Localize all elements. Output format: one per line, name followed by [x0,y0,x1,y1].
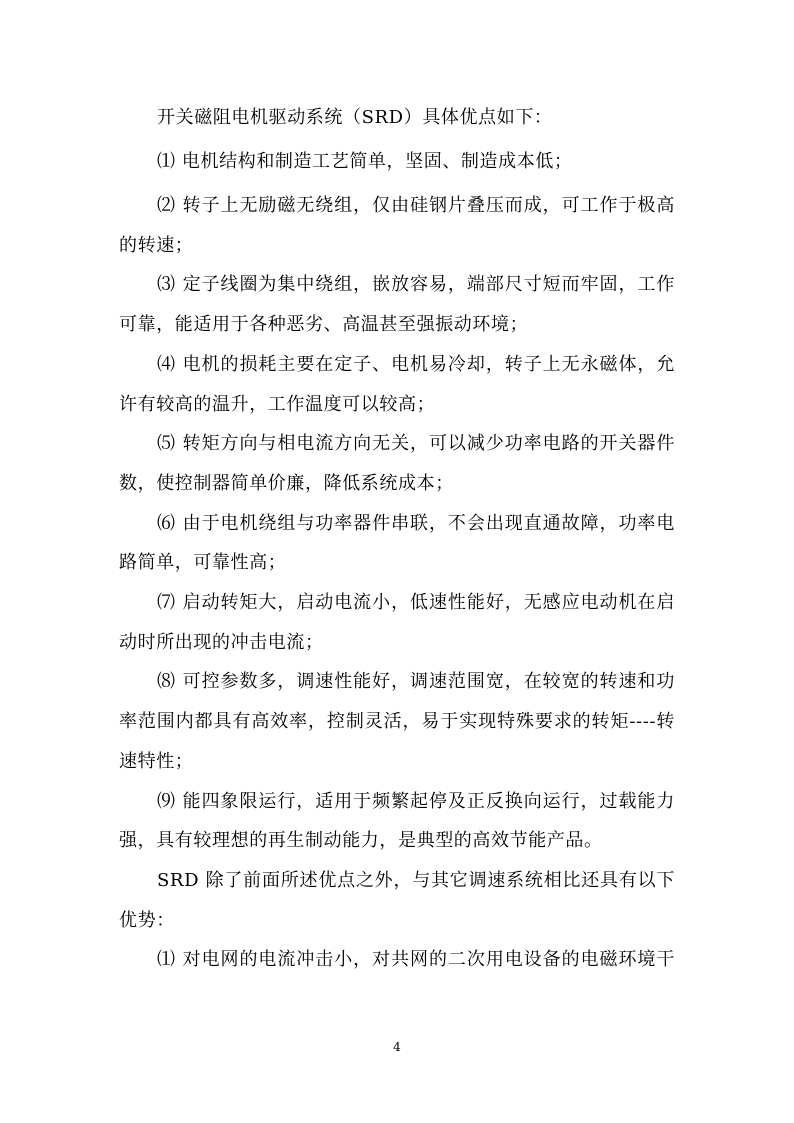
list-item-3-line-2: 可靠，能适用于各种恶劣、高温甚至强振动环境； [119,314,529,335]
intro-paragraph: 开关磁阻电机驱动系统（SRD）具体优点如下： [157,107,553,128]
list-item-5-line-1: ⑸ 转矩方向与相电流方向无关，可以减少功率电路的开关器件 [157,433,675,454]
list-item-8-line-2: 率范围内都具有高效率，控制灵活，易于实现特殊要求的转矩----转 [119,711,675,732]
list-item-7-line-1: ⑺ 启动转矩大，启动电流小，低速性能好，无感应电动机在启 [157,592,675,613]
list-item-9-line-2: 强，具有较理想的再生制动能力，是典型的高效节能产品。 [119,830,603,851]
list-item-6-line-1: ⑹ 由于电机绕组与功率器件串联，不会出现直通故障，功率电 [157,513,675,534]
list-item-8-line-1: ⑻ 可控参数多，调速性能好，调速范围宽，在较宽的转速和功 [157,671,675,692]
list-item-2-line-2: 的转速； [119,235,194,256]
list-item-2-line-1: ⑵ 转子上无励磁无绕组，仅由硅钢片叠压而成，可工作于极高 [157,195,675,216]
advantages-paragraph-line-2: 优势： [119,910,175,931]
advantage-item-1-line-1: ⑴ 对电网的电流冲击小，对共网的二次用电设备的电磁环境干 [157,949,675,970]
list-item-6-line-2: 路简单，可靠性高； [119,552,287,573]
list-item-1: ⑴ 电机结构和制造工艺简单，坚固、制造成本低； [157,151,573,172]
list-item-8-line-3: 速特性； [119,751,194,772]
list-item-3-line-1: ⑶ 定子线圈为集中绕组，嵌放容易，端部尺寸短而牢固，工作 [157,274,675,295]
list-item-9-line-1: ⑼ 能四象限运行，适用于频繁起停及正反换向运行，过载能力 [157,791,675,812]
list-item-5-line-2: 数，使控制器简单价廉，降低系统成本； [119,473,454,494]
list-item-7-line-2: 动时所出现的冲击电流； [119,632,324,653]
page-number: 4 [393,1040,401,1054]
list-item-4-line-1: ⑷ 电机的损耗主要在定子、电机易冷却，转子上无永磁体，允 [157,354,675,375]
advantages-paragraph-line-1: SRD 除了前面所述优点之外，与其它调速系统相比还具有以下 [157,870,675,891]
list-item-4-line-2: 许有较高的温升，工作温度可以较高； [119,394,436,415]
